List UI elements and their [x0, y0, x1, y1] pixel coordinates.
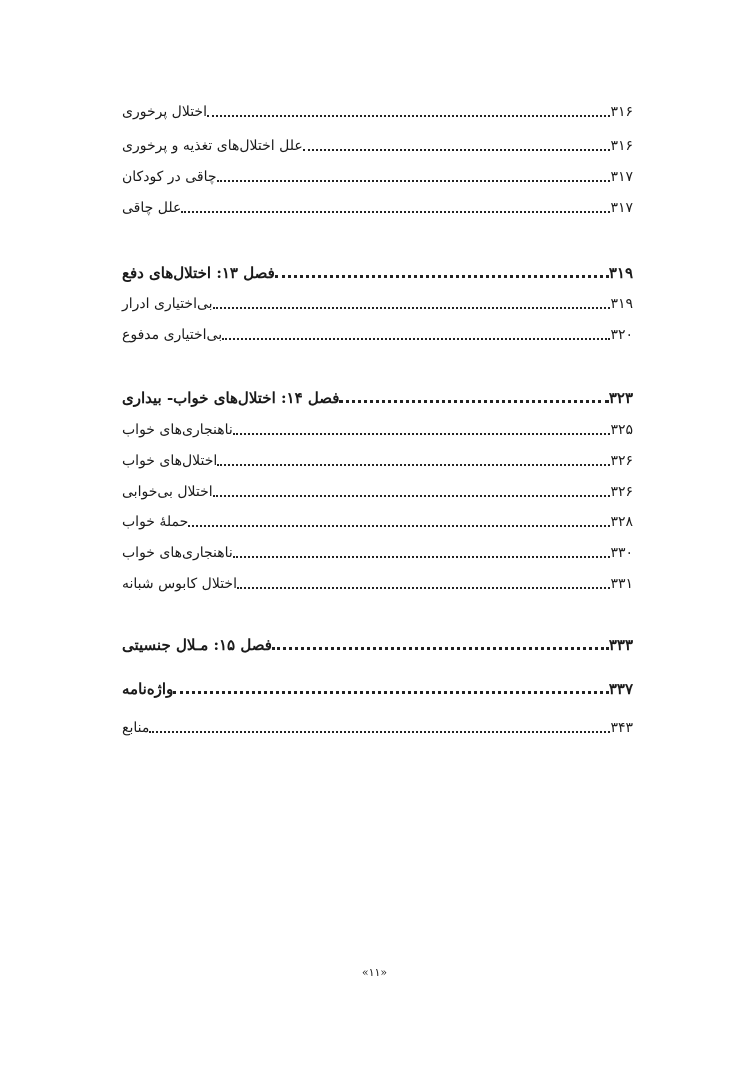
toc-entry	[118, 539, 636, 563]
toc-entry-title: ناهنجاری‌های خواب	[122, 545, 233, 561]
toc-entry	[118, 714, 636, 738]
toc-leader-dots	[233, 433, 611, 435]
toc-leader-dots	[217, 180, 611, 182]
toc-entry-title: اختلال کابوس شبانه	[122, 576, 237, 592]
toc-entry-title: ناهنجاری‌های خواب	[122, 422, 233, 438]
toc-entry-page: ۳۳۳	[608, 636, 633, 654]
toc-entry-title: اختلال بی‌خوابی	[122, 484, 213, 500]
toc-leader-dots	[149, 731, 610, 733]
toc-entry-title: اختلال‌های خواب	[122, 453, 218, 469]
toc-entry-title: علل اختلال‌های تغذیه و پرخوری	[122, 138, 303, 154]
toc-leader-dots	[222, 338, 610, 340]
toc-leader-dots	[233, 556, 611, 558]
toc-entry	[118, 508, 636, 532]
toc-entry-page: ۳۲۵	[610, 422, 633, 438]
toc-leader-dots	[237, 587, 610, 589]
toc-entry-page: ۳۱۷	[610, 200, 633, 216]
toc-entry-page: ۳۱۹	[608, 264, 633, 282]
toc-entry-title: حملهٔ خواب	[122, 514, 189, 530]
toc-entry-page: ۳۴۳	[610, 720, 633, 736]
toc-entry-page: ۳۱۹	[610, 296, 633, 312]
toc-leader-dots	[213, 307, 611, 309]
toc-entry-title: فصل ۱۳: اختلال‌های دفع	[122, 264, 275, 282]
toc-entry	[118, 478, 636, 502]
toc-entry-title: منابع	[122, 720, 150, 736]
toc-chapter-entry	[118, 384, 636, 408]
toc-entry-page: ۳۲۶	[610, 484, 633, 500]
toc-chapter-entry	[118, 259, 636, 283]
toc-entry-page: ۳۲۰	[610, 327, 633, 343]
toc-leader-dots	[181, 211, 610, 213]
toc-leader-dots	[207, 115, 610, 117]
toc-entry-title: اختلال پرخوری	[122, 104, 207, 120]
page-number: «۱۱»	[361, 966, 388, 979]
toc-entry-page: ۳۱۷	[610, 169, 633, 185]
toc-entry-title: بی‌اختیاری مدفوع	[122, 327, 223, 343]
toc-entry	[118, 132, 636, 156]
toc-entry-title: چاقی در کودکان	[122, 169, 217, 185]
toc-entry	[118, 194, 636, 218]
toc-chapter-entry	[118, 675, 636, 699]
toc-entry-page: ۳۱۶	[610, 104, 633, 120]
toc-entry	[118, 447, 636, 471]
toc-entry-page: ۳۲۸	[610, 514, 633, 530]
toc-entry-page: ۳۳۱	[610, 576, 633, 592]
toc-leader-dots	[173, 691, 608, 694]
toc-entry	[118, 290, 636, 314]
toc-entry	[118, 163, 636, 187]
toc-entry-title: بی‌اختیاری ادرار	[122, 296, 213, 312]
toc-entry-title: فصل ۱۴: اختلال‌های خواب- بیداری	[122, 389, 340, 407]
toc-leader-dots	[275, 275, 609, 278]
toc-entry-page: ۳۲۳	[608, 389, 633, 407]
toc-leader-dots	[272, 647, 609, 650]
toc-leader-dots	[213, 495, 611, 497]
toc-entry-page: ۳۲۶	[610, 453, 633, 469]
toc-entry-title: علل چاقی	[122, 200, 182, 216]
toc-leader-dots	[188, 525, 610, 527]
toc-entry-page: ۳۳۰	[610, 545, 633, 561]
toc-leader-dots	[217, 464, 610, 466]
toc-chapter-entry	[118, 631, 636, 655]
toc-entry	[118, 321, 636, 345]
toc-entry-title: واژه‌نامه	[122, 680, 174, 698]
toc-leader-dots	[339, 400, 608, 403]
toc-entry	[118, 416, 636, 440]
toc-entry-page: ۳۱۶	[610, 138, 633, 154]
toc-leader-dots	[303, 149, 611, 151]
toc-entry-page: ۳۳۷	[608, 680, 633, 698]
toc-entry	[118, 98, 636, 122]
toc-entry	[118, 570, 636, 594]
toc-entry-title: فصل ۱۵: مـلال جنسیتی	[122, 636, 272, 654]
